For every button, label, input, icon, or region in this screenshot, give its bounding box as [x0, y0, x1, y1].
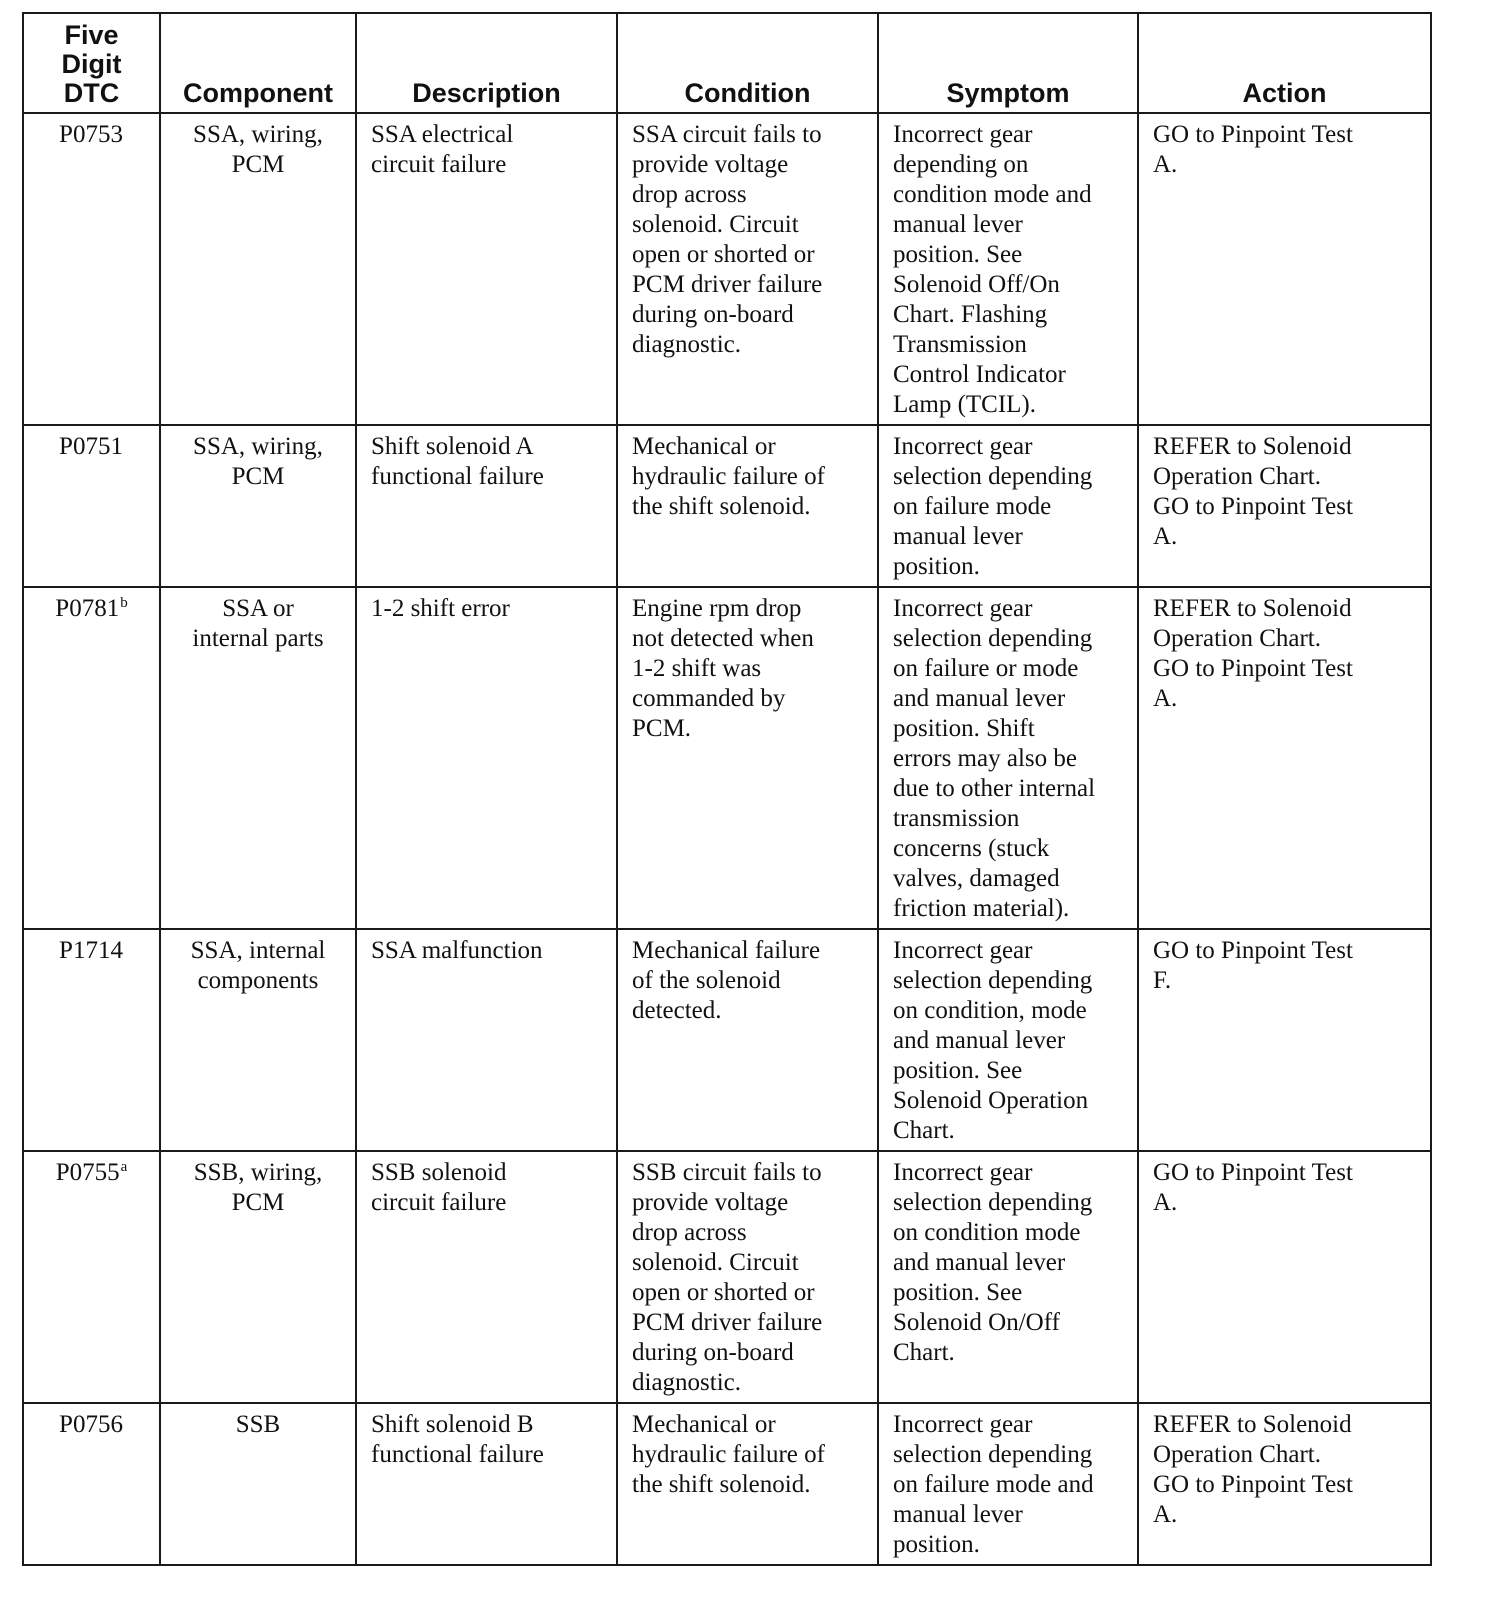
dtc-code: P0755	[55, 1159, 120, 1186]
dtc-footnote-marker: a	[120, 1158, 128, 1175]
table-row	[23, 929, 1431, 1151]
action-cell: GO to Pinpoint Test A.	[1138, 113, 1431, 425]
header-symptom: Symptom	[878, 13, 1138, 113]
action-cell: GO to Pinpoint Test A.	[1138, 1151, 1431, 1403]
description-cell: Shift solenoid A functional failure	[356, 425, 617, 587]
condition-cell: Mechanical or hydraulic failure of the shift solenoid.	[617, 425, 878, 587]
header-row	[23, 13, 1431, 113]
condition-cell: SSB circuit fails to provide voltage drop across solenoid. Circuit open or shorted or PCM driver failure during on-board diagnostic.	[617, 1151, 878, 1403]
component-cell: SSA, wiring, PCM	[160, 425, 356, 587]
header-description: Description	[356, 13, 617, 113]
description-cell: SSA electrical circuit failure	[356, 113, 617, 425]
dtc-footnote-marker: b	[120, 594, 128, 611]
symptom-cell: Incorrect gear selection depending on condition, mode and manual lever position. See Solenoid Operation Chart.	[878, 929, 1138, 1151]
dtc-code-cell	[23, 425, 160, 587]
header-dtc: Five Digit DTC	[23, 13, 160, 113]
dtc-code: P1714	[59, 937, 123, 964]
dtc-code: P0753	[59, 121, 123, 148]
description-cell: 1-2 shift error	[356, 587, 617, 929]
action-cell: REFER to Solenoid Operation Chart. GO to Pinpoint Test A.	[1138, 587, 1431, 929]
symptom-cell: Incorrect gear selection depending on failure mode and manual lever position.	[878, 1403, 1138, 1565]
dtc-code-cell	[23, 587, 160, 929]
dtc-code: P0751	[59, 433, 123, 460]
action-cell: REFER to Solenoid Operation Chart. GO to Pinpoint Test A.	[1138, 425, 1431, 587]
dtc-table	[22, 12, 1432, 1566]
symptom-cell: Incorrect gear selection depending on failure mode manual lever position.	[878, 425, 1138, 587]
symptom-cell: Incorrect gear selection depending on condition mode and manual lever position. See Solenoid On/Off Chart.	[878, 1151, 1138, 1403]
component-cell: SSB	[160, 1403, 356, 1565]
component-cell: SSA or internal parts	[160, 587, 356, 929]
dtc-code-cell	[23, 1151, 160, 1403]
dtc-code-cell	[23, 929, 160, 1151]
dtc-code: P0781	[55, 595, 120, 622]
description-cell: SSB solenoid circuit failure	[356, 1151, 617, 1403]
header-action: Action	[1138, 13, 1431, 113]
table-row	[23, 113, 1431, 425]
description-cell: SSA malfunction	[356, 929, 617, 1151]
dtc-code-cell	[23, 1403, 160, 1565]
description-cell: Shift solenoid B functional failure	[356, 1403, 617, 1565]
dtc-code: P0756	[59, 1411, 123, 1438]
symptom-cell: Incorrect gear selection depending on failure or mode and manual lever position. Shift errors may also be due to other internal transmission concerns (stuck valves, damaged friction material).	[878, 587, 1138, 929]
table-row	[23, 1403, 1431, 1565]
symptom-cell: Incorrect gear depending on condition mode and manual lever position. See Solenoid Off/On Chart. Flashing Transmission Control Indicator Lamp (TCIL).	[878, 113, 1138, 425]
condition-cell: Engine rpm drop not detected when 1-2 shift was commanded by PCM.	[617, 587, 878, 929]
condition-cell: Mechanical or hydraulic failure of the shift solenoid.	[617, 1403, 878, 1565]
table-row	[23, 1151, 1431, 1403]
component-cell: SSB, wiring, PCM	[160, 1151, 356, 1403]
dtc-code-cell	[23, 113, 160, 425]
condition-cell: SSA circuit fails to provide voltage drop across solenoid. Circuit open or shorted or PCM driver failure during on-board diagnostic.	[617, 113, 878, 425]
table-row	[23, 587, 1431, 929]
component-cell: SSA, wiring, PCM	[160, 113, 356, 425]
condition-cell: Mechanical failure of the solenoid detected.	[617, 929, 878, 1151]
header-condition: Condition	[617, 13, 878, 113]
table-row	[23, 425, 1431, 587]
component-cell: SSA, internal components	[160, 929, 356, 1151]
action-cell: REFER to Solenoid Operation Chart. GO to Pinpoint Test A.	[1138, 1403, 1431, 1565]
action-cell: GO to Pinpoint Test F.	[1138, 929, 1431, 1151]
header-component: Component	[160, 13, 356, 113]
